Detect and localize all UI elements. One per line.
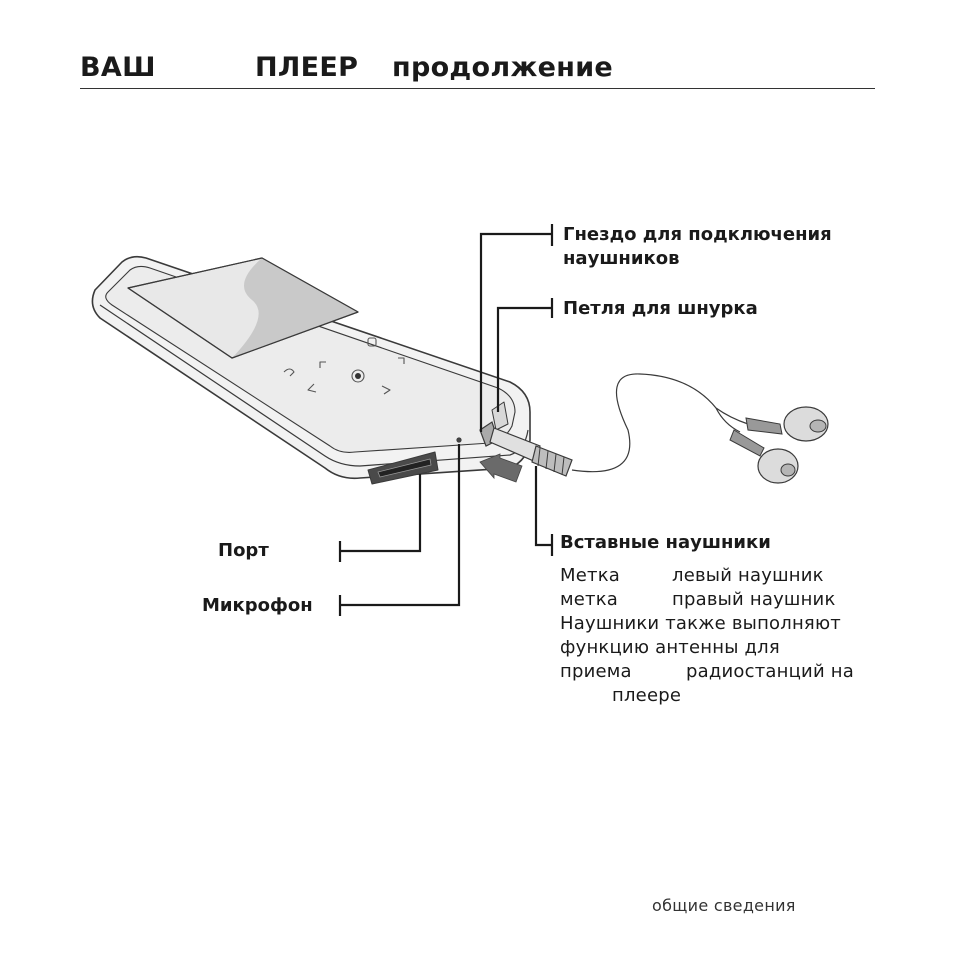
player-device <box>92 257 530 484</box>
desc-line5a: приема <box>560 661 632 682</box>
jack-label-line2: наушников <box>563 248 680 269</box>
mic-hole <box>457 438 461 442</box>
desc-right-mark: метка <box>560 589 619 610</box>
port-label: Порт <box>218 540 269 561</box>
strap-label: Петля для шнурка <box>563 298 758 319</box>
mic-label: Микрофон <box>202 595 313 616</box>
desc-left-mark: Метка <box>560 565 620 586</box>
desc-line6: плеере <box>612 685 682 706</box>
header-word-your: ВАШ <box>80 52 156 83</box>
earphones-label: Вставные наушники <box>560 532 771 553</box>
desc-right-earbud: правый наушник <box>672 589 836 610</box>
desc-line4: функцию антенны для <box>560 637 780 658</box>
desc-line3: Наушники также выполняют <box>560 613 841 634</box>
jack-label-line1: Гнездо для подключения <box>563 224 832 245</box>
header-word-continued: продолжение <box>392 52 614 83</box>
port-callout-line <box>340 474 420 551</box>
desc-line5b: радиостанций на <box>686 661 854 682</box>
earphones-callout-line <box>536 466 552 545</box>
earphones <box>572 374 828 483</box>
header-word-player: ПЛЕЕР <box>255 52 359 83</box>
desc-left-earbud: левый наушник <box>672 565 824 586</box>
footer-section-name: общие сведения <box>652 896 796 915</box>
